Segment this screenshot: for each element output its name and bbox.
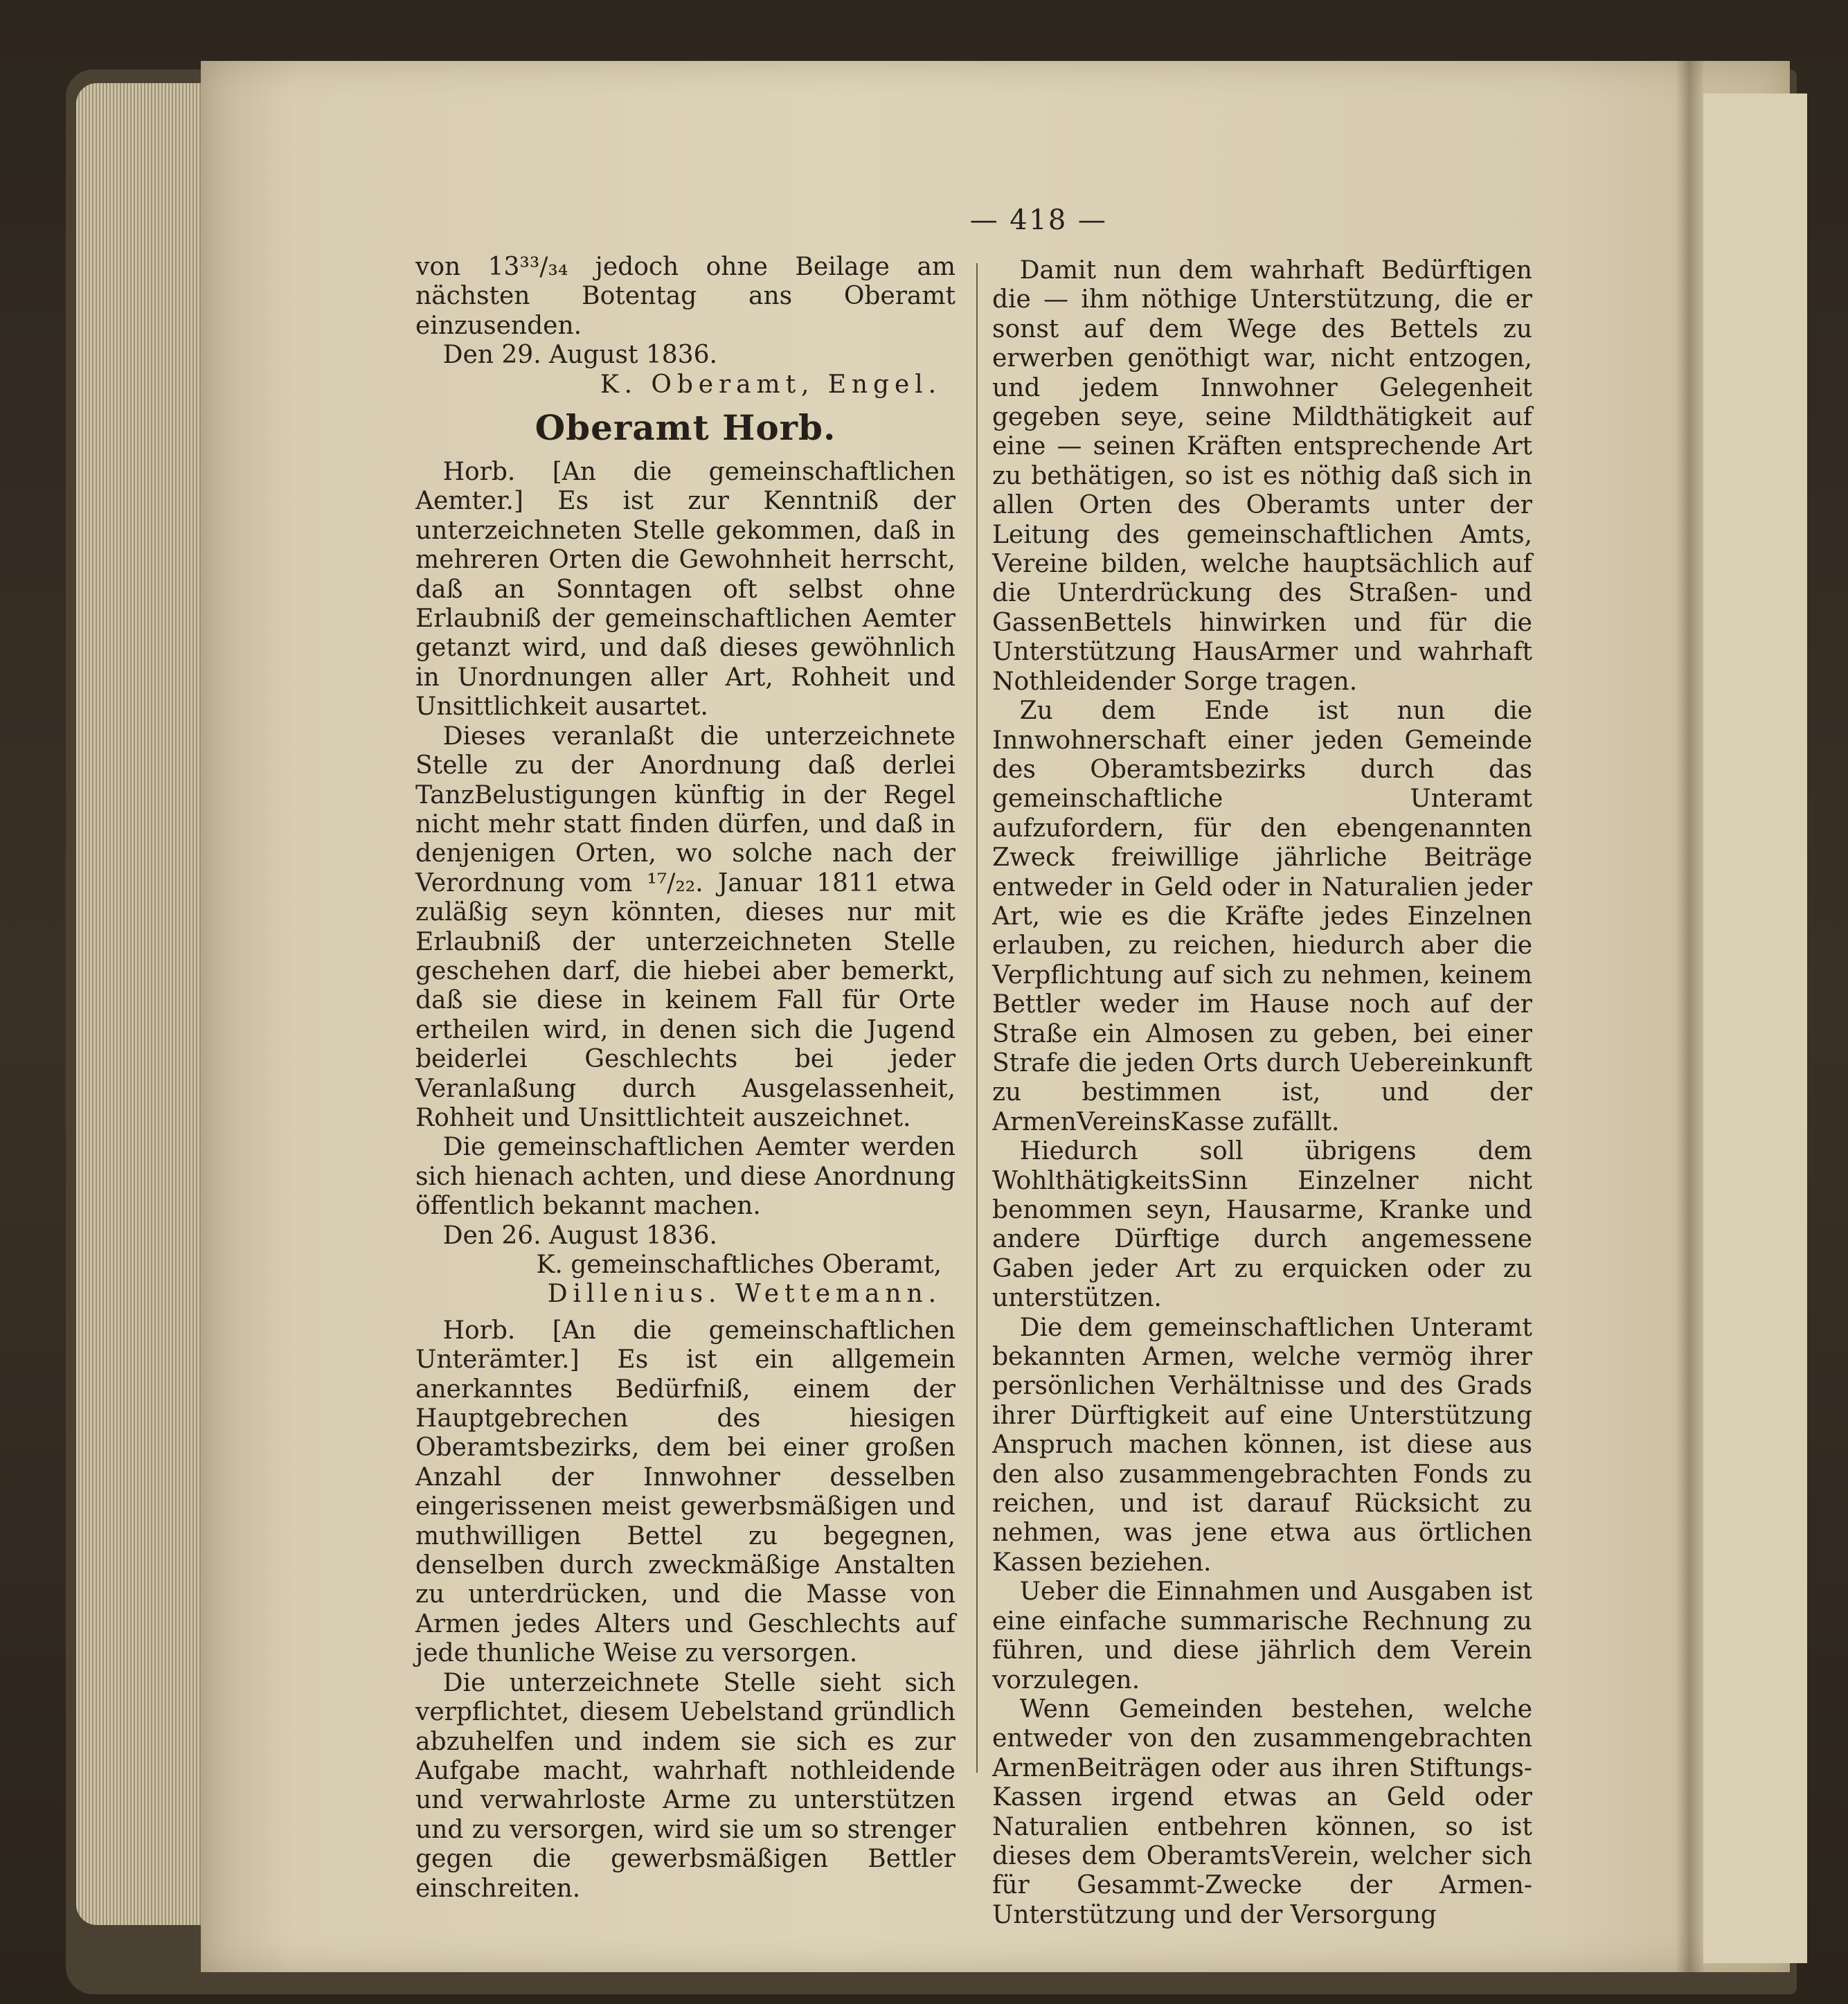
paragraph: Horb. [An die gemeinschaftlichen Unterämter.] Es ist ein allgemein anerkanntes Bedürfniß, einem der Hauptgebrechen des hiesigen Oberamtsbezirks, dem bei einer großen Anzahl der Innwohner desselben eingerissenen meist gewerbsmäßigen und muthwilligen Bettel zu begegnen, denselben durch zweckmäßige Anstalten zu unterdrücken, und die Masse von Armen jedes Alters und Geschlechts auf jede thunliche Weise zu versorgen. (415, 1316, 956, 1668)
page-gutter (1676, 61, 1703, 1972)
page-number: — 418 — (969, 204, 1108, 236)
paragraph: Zu dem Ende ist nun die Innwohnerschaft einer jeden Gemeinde des Oberamtsbezirks durch das gemeinschaftliche Unteramt aufzufordern, für den ebengenannten Zweck freiwillige jährliche Beiträge entweder in Geld oder in Naturalien jeder Art, wie es die Kräfte jedes Einzelnen erlauben, zu reichen, hiedurch aber die Verpflichtung auf sich zu nehmen, keinem Bettler weder im Hause noch auf der Straße ein Almosen zu geben, bei einer Strafe die jeden Orts durch Uebereinkunft zu bestimmen ist, und der ArmenVereinsKasse zufällt. (992, 697, 1532, 1136)
column-rule (976, 263, 978, 1773)
section-heading: Oberamt Horb. (535, 407, 836, 449)
paragraph: Horb. [An die gemeinschaftlichen Aemter.] Es ist zur Kenntniß der unterzeichneten Stelle gekommen, daß in mehreren Orten die Gewohnheit herrscht, daß an Sonntagen oft selbst ohne Erlaubniß der gemeinschaftlichen Aemter getanzt wird, und daß dieses gewöhnlich in Unordnungen aller Art, Rohheit und Unsittlichkeit ausartet. (415, 458, 956, 722)
date-line: Den 26. August 1836. (442, 1221, 717, 1250)
left-column (415, 253, 956, 1904)
paragraph: Die unterzeichnete Stelle sieht sich verpflichtet, diesem Uebelstand gründlich abzuhelfen und indem sie sich es zur Aufgabe macht, wahrhaft nothleidende und verwahrloste Arme zu unterstützen und zu versorgen, wird sie um so strenger gegen die gewerbsmäßigen Bettler einschreiten. (415, 1668, 956, 1903)
signature: K. Oberamt, Engel. (600, 370, 942, 399)
paragraph: Damit nun dem wahrhaft Bedürftigen die — ihm nöthige Unterstützung, die er sonst auf dem Wege des Bettels zu erwerben genöthigt war, nicht entzogen, und jedem Innwohner Gelegenheit gegeben seye, seine Mildthätigkeit auf eine — seinen Kräften entsprechende Art zu bethätigen, so ist es nöthig daß sich in allen Orten des Oberamts unter der Leitung des gemeinschaftlichen Amts, Vereine bilden, welche hauptsächlich auf die Unterdrückung des Straßen- und GassenBettels hinwirken und für die Unterstützung HausArmer und wahrhaft Nothleidender Sorge tragen. (992, 256, 1532, 696)
paragraph: Dieses veranlaßt die unterzeichnete Stelle zu der Anordnung daß derlei TanzBelustigungen künftig in der Regel nicht mehr statt finden dürfen, und daß in denjenigen Orten, wo solche nach der Verordnung vom ¹⁷/₂₂. Januar 1811 etwa zuläßig seyn könnten, dieses nur mit Erlaubniß der unterzeichneten Stelle geschehen darf, die hiebei aber bemerkt, daß sie diese in keinem Fall für Orte ertheilen wird, in denen sich die Jugend beiderlei Geschlechts bei jeder Veranlaßung durch Ausgelassenheit, Rohheit und Unsittlichteit auszeichnet. (415, 722, 956, 1132)
facing-page-edge (1703, 93, 1807, 1963)
paragraph: Die gemeinschaftlichen Aemter werden sich hienach achten, und diese Anordnung öffentlich bekannt machen. (415, 1133, 956, 1221)
paragraph: Ueber die Einnahmen und Ausgaben ist eine einfache summarische Rechnung zu führen, und diese jährlich dem Verein vorzulegen. (992, 1577, 1532, 1694)
paragraph: Die dem gemeinschaftlichen Unteramt bekannten Armen, welche vermög ihrer persönlichen Verhältnisse und des Grads ihrer Dürftigkeit auf eine Unterstützung Anspruch machen können, ist diese aus den also zusammengebrachten Fonds zu reichen, und ist darauf Rücksicht zu nehmen, was jene etwa aus örtlichen Kassen beziehen. (992, 1313, 1532, 1577)
date-line: Den 29. August 1836. (442, 341, 717, 370)
right-column (992, 256, 1532, 1930)
signature: Dillenius. Wettemann. (547, 1280, 942, 1309)
paragraph: Wenn Gemeinden bestehen, welche entweder von den zusammengebrachten ArmenBeiträgen oder aus ihren Stiftungs-Kassen irgend etwas an Geld oder Naturalien entbehren können, so ist dieses dem OberamtsVerein, welcher sich für Gesammt-Zwecke der Armen-Unterstützung und der Versorgung (992, 1694, 1532, 1929)
paragraph: von 13³³/₃₄ jedoch ohne Beilage am nächsten Botentag ans Oberamt einzusenden. (415, 253, 956, 340)
signature: K. gemeinschaftliches Oberamt, (536, 1251, 942, 1279)
paragraph: Hiedurch soll übrigens dem WohlthätigkeitsSinn Einzelner nicht benommen seyn, Hausarme, Kranke und andere Dürftige durch angemessene Gaben jeder Art zu erquicken oder zu unterstützen. (992, 1137, 1532, 1313)
